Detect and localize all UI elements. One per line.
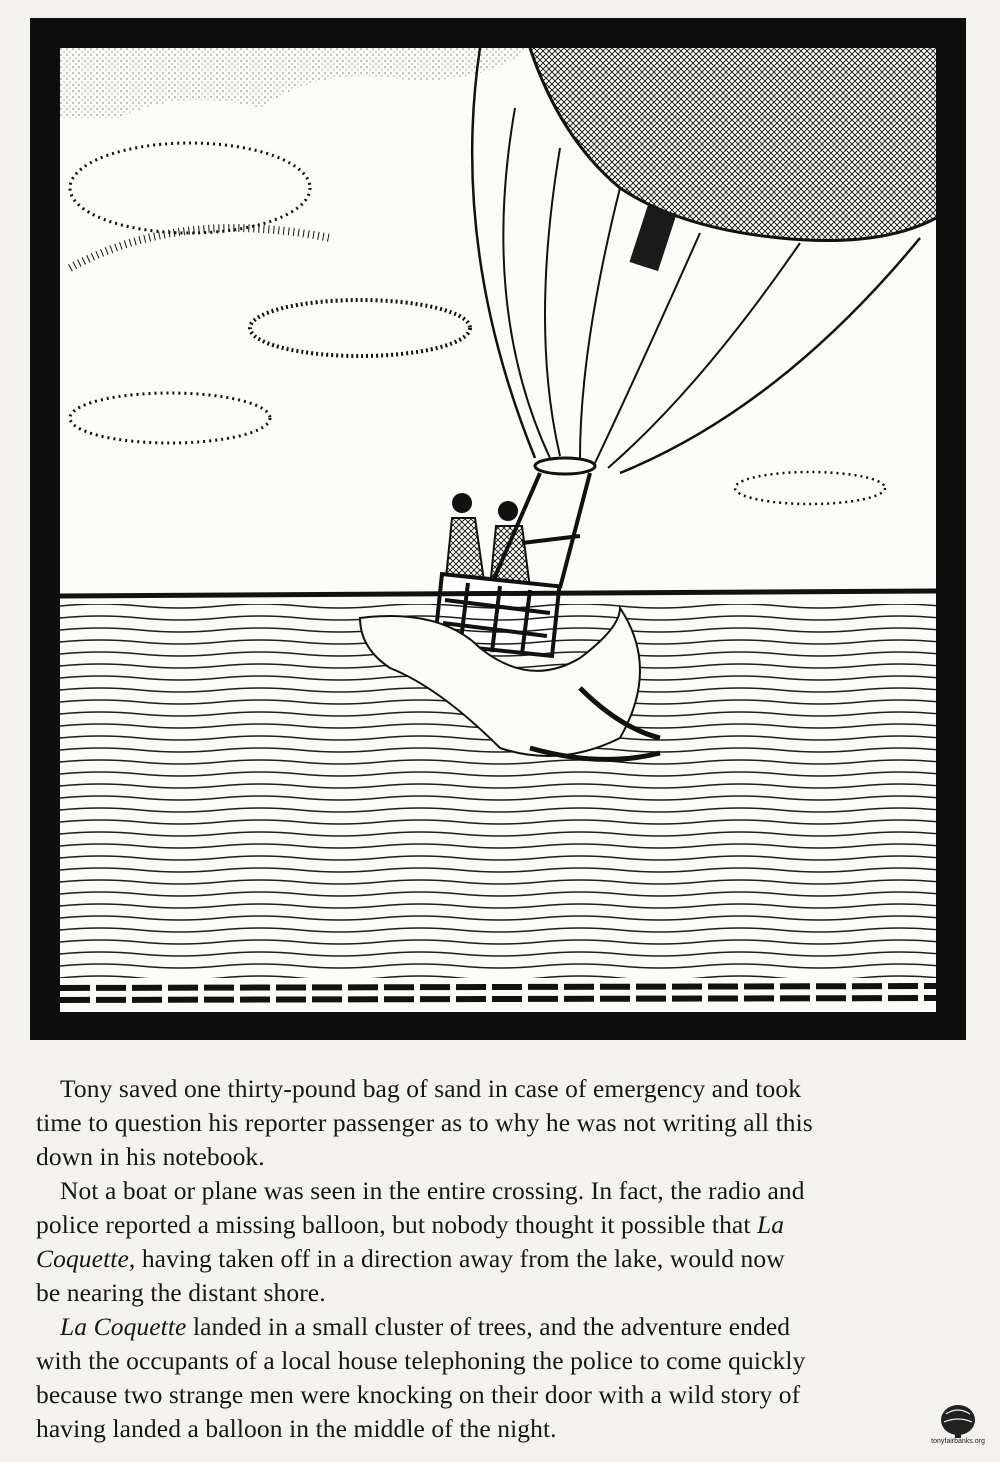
paragraph [36, 1072, 956, 1174]
balloon-over-lake-illustration [60, 48, 936, 1012]
balloon-envelope [472, 48, 936, 588]
balloon-name: La Coquette [60, 1312, 187, 1341]
text-line: because two strange men were knocking on their door with a wild story of [36, 1380, 801, 1409]
text-line: down in his notebook. [36, 1142, 265, 1171]
text-line: be nearing the distant shore. [36, 1278, 326, 1307]
paragraph [36, 1174, 956, 1310]
text-line: Tony saved one thirty-pound bag of sand in case of emergency and took [60, 1074, 802, 1103]
paragraph [36, 1310, 956, 1446]
text-line: having taken off in a direction away from the lake, would now [135, 1244, 785, 1273]
text-line: police reported a missing balloon, but nobody thought it possible that [36, 1210, 758, 1239]
logo-caption: tonyfairbanks.org [931, 1438, 985, 1445]
text-line: having landed a balloon in the middle of the night. [36, 1414, 557, 1443]
balloon-name: La [757, 1210, 785, 1239]
story-text [36, 1072, 956, 1446]
text-line: time to question his reporter passenger as to why he was not writing all this [36, 1108, 813, 1137]
text-line: with the occupants of a local house telephoning the police to come quickly [36, 1346, 806, 1375]
balloon-name: Coquette, [36, 1244, 136, 1273]
text-line: Not a boat or plane was seen in the entire crossing. In fact, the radio and [60, 1176, 805, 1205]
text-line: landed in a small cluster of trees, and the adventure ended [186, 1312, 791, 1341]
lake-water [60, 591, 936, 1012]
illustration-frame [30, 18, 966, 1040]
